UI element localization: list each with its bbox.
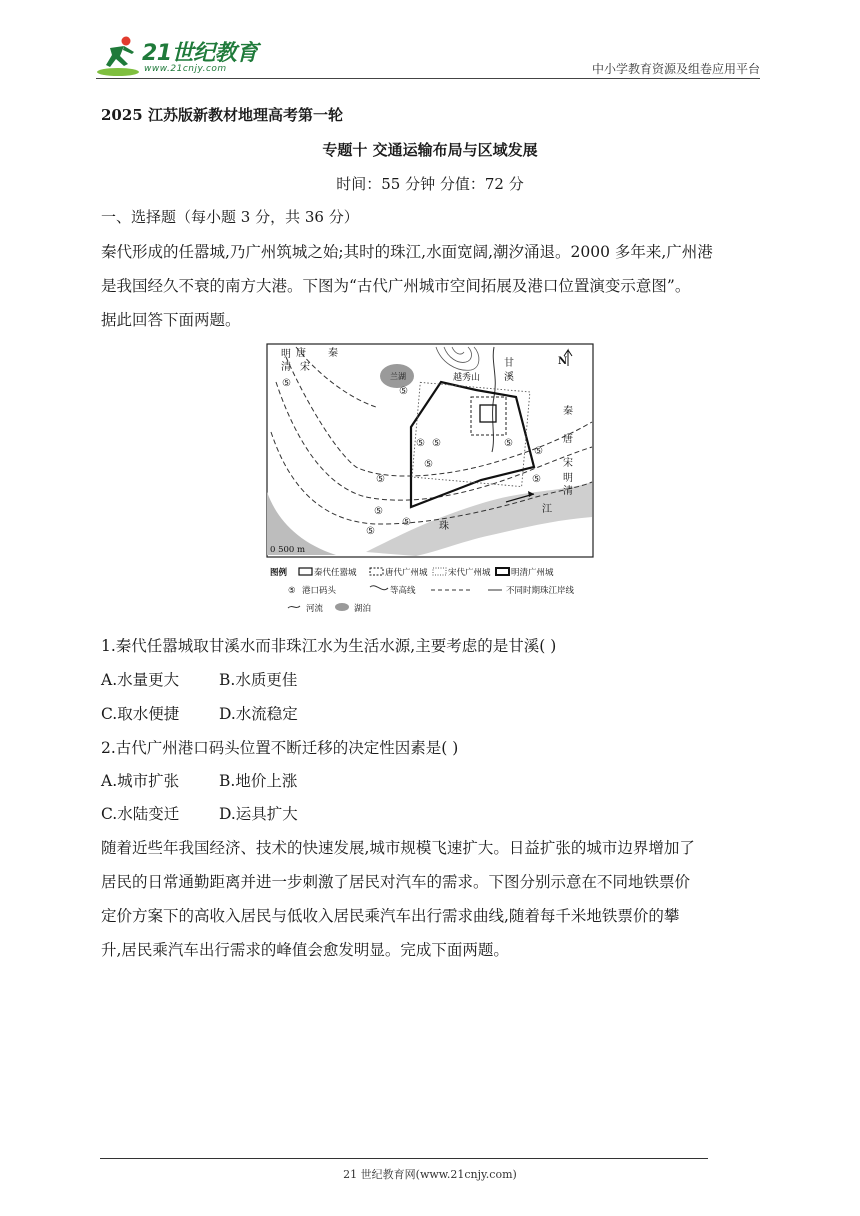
legend-contour: 等高线 [390,586,416,596]
footer-divider [100,1158,708,1159]
intro2-line4: 升,居民乘汽车出行需求的峰值会愈发明显。完成下面两题。 [101,941,509,959]
map-legend [270,567,575,614]
q2-option-b[interactable]: B.地价上涨 [219,772,298,790]
port-marker: ⑤ [532,474,541,485]
label-jiang: 江 [542,504,552,515]
page-header [96,34,760,80]
label-gan: 甘 [504,358,514,369]
port-marker: ⑤ [374,506,383,517]
platform-name: 中小学教育资源及组卷应用平台 [591,62,760,76]
legend-mingqing-city: 明清广州城 [511,568,554,578]
legend-song-city: 宋代广州城 [448,568,491,578]
legend-tang-city: 唐代广州城 [385,568,428,578]
runner-logo-icon [96,34,142,78]
label-song: 宋 [300,362,310,373]
q1-option-a[interactable]: A.水量更大 [101,671,180,689]
label-right-qing: 清 [563,486,573,497]
intro1-line1: 秦代形成的任嚣城,乃广州筑城之始;其时的珠江,水面宽阔,潮汐涌退。2000 多年来,广州港 [101,243,713,261]
label-right-song: 宋 [563,458,573,469]
port-marker: ⑤ [282,378,291,389]
label-right-ming: 明 [563,473,573,484]
question-1: 1.秦代任嚣城取甘溪水而非珠江水为生活水源,主要考虑的是甘溪( ) [101,637,557,655]
series-title: 2025 江苏版新教材地理高考第一轮 [101,106,343,124]
site-logo[interactable] [96,34,266,78]
legend-title: 图例 [270,568,288,578]
label-zhu: 珠 [439,521,449,532]
scale-bar-label: 0 500 m [270,545,306,555]
port-marker: ⑤ [432,438,441,449]
label-tang: 唐 [296,348,306,359]
intro2-line1: 随着近些年我国经济、技术的快速发展,城市规模飞速扩大。日益扩张的城市边界增加了 [101,839,695,857]
intro2-line3: 定价方案下的高收入居民与低收入居民乘汽车出行需求曲线,随着每千米地铁票价的攀 [101,907,680,925]
intro1-line2: 是我国经久不衰的南方大港。下图为“古代广州城市空间拓展及港口位置演变示意图”。 [101,277,691,295]
legend-qin-city: 秦代任嚣城 [314,568,357,578]
section-heading: 一、选择题（每小题 3 分，共 36 分） [101,208,359,226]
q2-option-d[interactable]: D.运具扩大 [219,805,298,823]
label-qin: 秦 [328,348,338,359]
question-2: 2.古代广州港口码头位置不断迁移的决定性因素是( ) [101,739,459,757]
guangzhou-port-map [266,342,594,614]
label-lanhu: 兰湖 [390,372,406,381]
topic-title: 专题十 交通运输布局与区域发展 [322,141,538,159]
label-yuexiu: 越秀山 [453,373,481,383]
legend-port-glyph: ⑤ [288,586,296,596]
legend-lake: 湖泊 [354,604,372,614]
q2-option-a[interactable]: A.城市扩张 [101,772,180,790]
port-marker: ⑤ [534,446,543,457]
label-ming: 明 [281,349,291,360]
label-right-tang: 唐 [563,434,573,445]
port-marker: ⑤ [399,386,408,397]
q1-option-b[interactable]: B.水质更佳 [219,671,298,689]
label-qing: 清 [281,362,291,373]
port-marker: ⑤ [366,526,375,537]
footer-link[interactable]: 21 世纪教育网(www.21cnjy.com) [343,1168,517,1181]
north-arrow-label: N [558,356,568,367]
label-xi: 溪 [504,372,514,383]
logo-text: 21世纪教育 [142,41,258,66]
legend-port: 港口码头 [302,586,337,596]
legend-shoreline: 不同时期珠江岸线 [506,586,575,596]
q1-option-d[interactable]: D.水流稳定 [219,705,298,723]
header-divider [96,78,760,79]
port-marker: ⑤ [402,517,411,528]
q2-option-c[interactable]: C.水陆变迁 [101,805,180,823]
intro2-line2: 居民的日常通勤距离并进一步刺激了居民对汽车的需求。下图分别示意在不同地铁票价 [101,873,691,891]
q1-option-c[interactable]: C.取水便捷 [101,705,180,723]
time-score: 时间：55 分钟 分值：72 分 [336,175,524,193]
intro1-line3: 据此回答下面两题。 [101,311,241,329]
label-right-qin: 秦 [563,406,573,417]
logo-url: www.21cnjy.com [144,64,227,74]
port-marker: ⑤ [416,438,425,449]
port-marker: ⑤ [424,459,433,470]
port-marker: ⑤ [504,438,513,449]
legend-river: 河流 [306,604,324,614]
port-marker: ⑤ [376,474,385,485]
